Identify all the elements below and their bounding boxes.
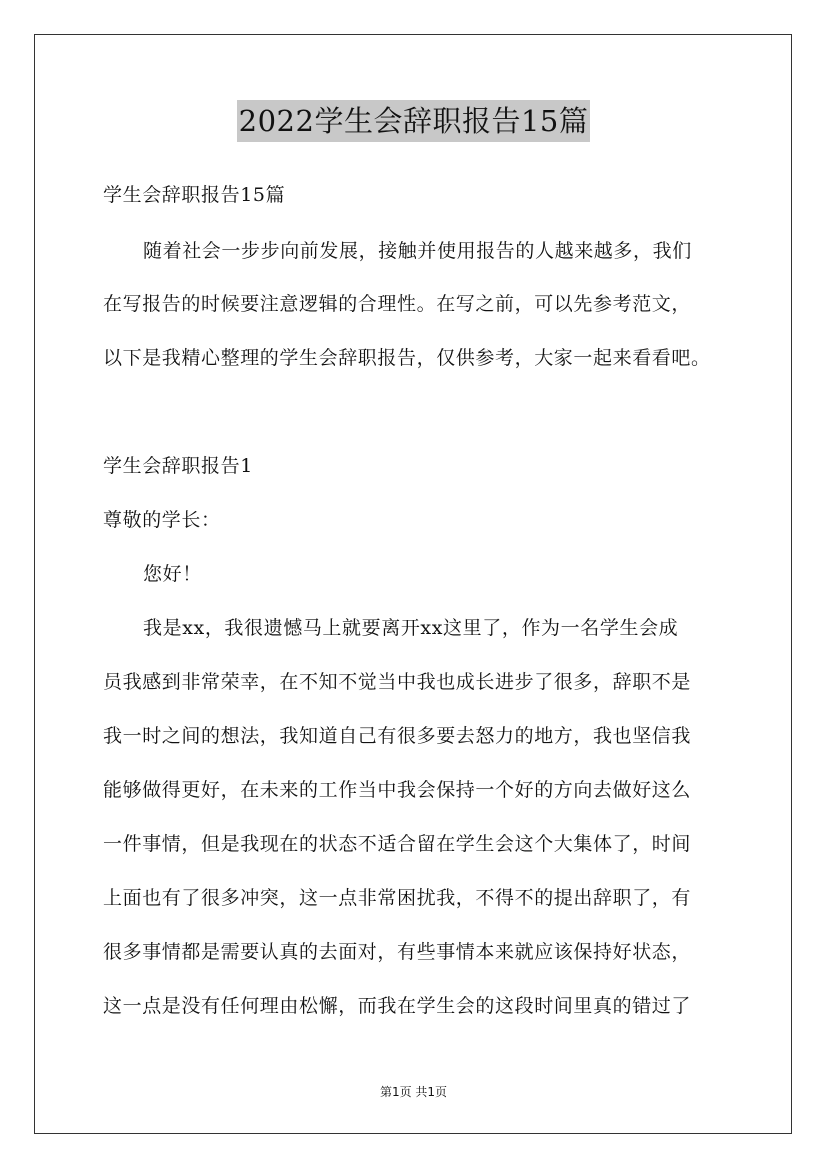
document-subtitle: 学生会辞职报告15篇 [103, 184, 286, 206]
intro-line: 以下是我精心整理的学生会辞职报告，仅供参考，大家一起来看看吧。 [103, 347, 711, 369]
salutation: 尊敬的学长： [103, 509, 221, 531]
body-line: 员我感到非常荣幸，在不知不觉当中我也成长进步了很多，辞职不是 [103, 671, 692, 693]
body-line: 我是xx，我很遗憾马上就要离开xx这里了，作为一名学生会成 [143, 617, 679, 639]
title-container [0, 100, 827, 142]
page-number-footer: 第1页 共1页 [379, 1085, 448, 1099]
body-line: 一件事情，但是我现在的状态不适合留在学生会这个大集体了，时间 [103, 833, 692, 855]
greeting: 您好！ [143, 563, 202, 585]
document-title: 2022学生会辞职报告15篇 [237, 100, 591, 142]
intro-line: 随着社会一步步向前发展，接触并使用报告的人越来越多，我们 [143, 240, 692, 262]
body-line: 很多事情都是需要认真的去面对，有些事情本来就应该保持好状态， [103, 941, 692, 963]
body-line: 我一时之间的想法，我知道自己有很多要去怒力的地方，我也坚信我 [103, 725, 692, 747]
body-line: 能够做得更好，在未来的工作当中我会保持一个好的方向去做好这么 [103, 779, 692, 801]
intro-line: 在写报告的时候要注意逻辑的合理性。在写之前，可以先参考范文， [103, 293, 692, 315]
body-line: 上面也有了很多冲突，这一点非常困扰我，不得不的提出辞职了，有 [103, 887, 692, 909]
body-line: 这一点是没有任何理由松懈，而我在学生会的这段时间里真的错过了 [103, 995, 692, 1017]
section-heading: 学生会辞职报告1 [103, 455, 253, 477]
